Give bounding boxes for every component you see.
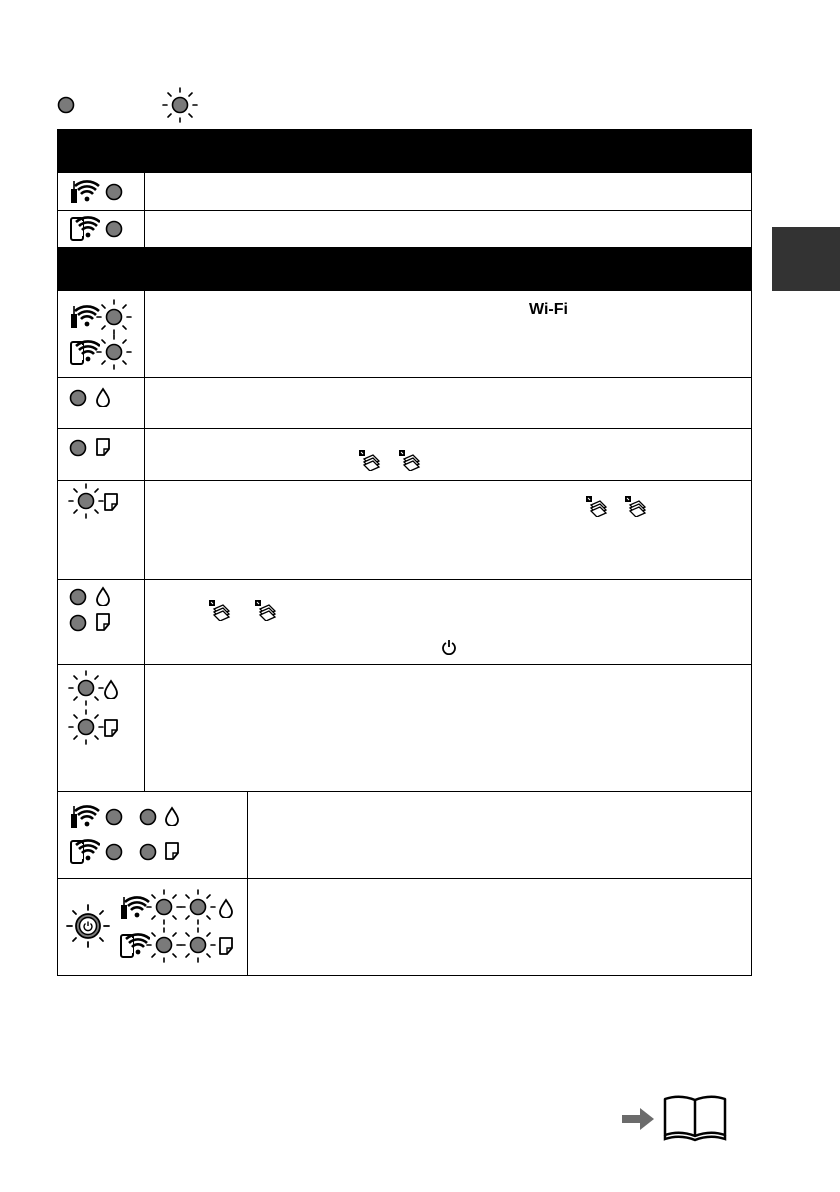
light-cell — [58, 173, 145, 210]
light-off-icon — [104, 807, 124, 827]
light-flashing-icon — [68, 483, 104, 519]
paper-icon — [218, 936, 234, 956]
light-cell — [58, 211, 145, 247]
light-flashing-icon — [180, 889, 216, 925]
legend — [56, 88, 256, 128]
light-flashing-icon — [68, 670, 104, 706]
light-off-icon — [68, 438, 88, 458]
copy-bw-icon — [358, 449, 382, 471]
ink-drop-icon — [218, 898, 234, 918]
table-row — [58, 664, 751, 791]
light-flashing-icon — [162, 87, 198, 123]
light-cell — [58, 481, 145, 579]
table-row — [58, 480, 751, 579]
light-cell — [58, 665, 145, 791]
table-row — [58, 377, 751, 428]
light-flashing-icon — [96, 334, 132, 370]
table-row — [58, 173, 751, 210]
paper-icon — [95, 437, 111, 457]
light-off-icon — [138, 842, 158, 862]
light-flashing-icon — [68, 709, 104, 745]
ink-drop-icon — [95, 586, 111, 606]
copy-bw-icon — [585, 495, 609, 517]
light-cell — [58, 429, 145, 480]
table-header — [58, 247, 751, 291]
wifi-direct-icon — [70, 216, 100, 242]
manual-reference — [620, 1094, 730, 1144]
power-button-flashing-icon — [66, 904, 110, 948]
light-flashing-icon — [146, 889, 182, 925]
manual-book-icon — [662, 1094, 728, 1142]
table-row — [58, 291, 751, 377]
wifi-router-icon — [70, 804, 100, 830]
table-row — [58, 210, 751, 247]
copy-color-icon — [624, 495, 648, 517]
table-row — [58, 428, 751, 480]
paper-icon — [103, 492, 119, 512]
paper-icon — [95, 612, 111, 632]
wifi-direct-icon — [70, 839, 100, 865]
copy-color-icon — [254, 599, 278, 621]
light-cell — [58, 580, 145, 664]
light-cell — [58, 291, 145, 377]
power-icon — [441, 639, 457, 655]
ink-drop-icon — [164, 806, 180, 826]
ink-drop-icon — [103, 679, 119, 699]
table-row — [58, 579, 751, 664]
paper-icon — [103, 718, 119, 738]
light-off-icon — [68, 587, 88, 607]
table-row — [58, 791, 751, 878]
light-off-icon — [56, 95, 76, 115]
light-flashing-icon — [96, 299, 132, 335]
copy-bw-icon — [208, 599, 232, 621]
table-header — [58, 129, 751, 173]
light-off-icon — [104, 219, 124, 239]
arrow-right-icon — [620, 1106, 656, 1132]
light-off-icon — [68, 613, 88, 633]
wifi-router-icon — [70, 179, 100, 205]
light-off-icon — [138, 807, 158, 827]
light-flashing-icon — [180, 927, 216, 963]
wifi-button-label: Wi-Fi — [529, 301, 568, 318]
light-cell — [58, 378, 145, 428]
paper-icon — [164, 841, 180, 861]
table-row — [58, 878, 751, 975]
copy-color-icon — [398, 449, 422, 471]
light-cell — [58, 879, 248, 975]
light-off-icon — [68, 388, 88, 408]
light-off-icon — [104, 182, 124, 202]
ink-drop-icon — [95, 387, 111, 407]
light-cell — [58, 792, 248, 878]
light-flashing-icon — [146, 927, 182, 963]
status-light-table — [57, 129, 752, 976]
light-off-icon — [104, 842, 124, 862]
section-tab — [772, 227, 840, 291]
